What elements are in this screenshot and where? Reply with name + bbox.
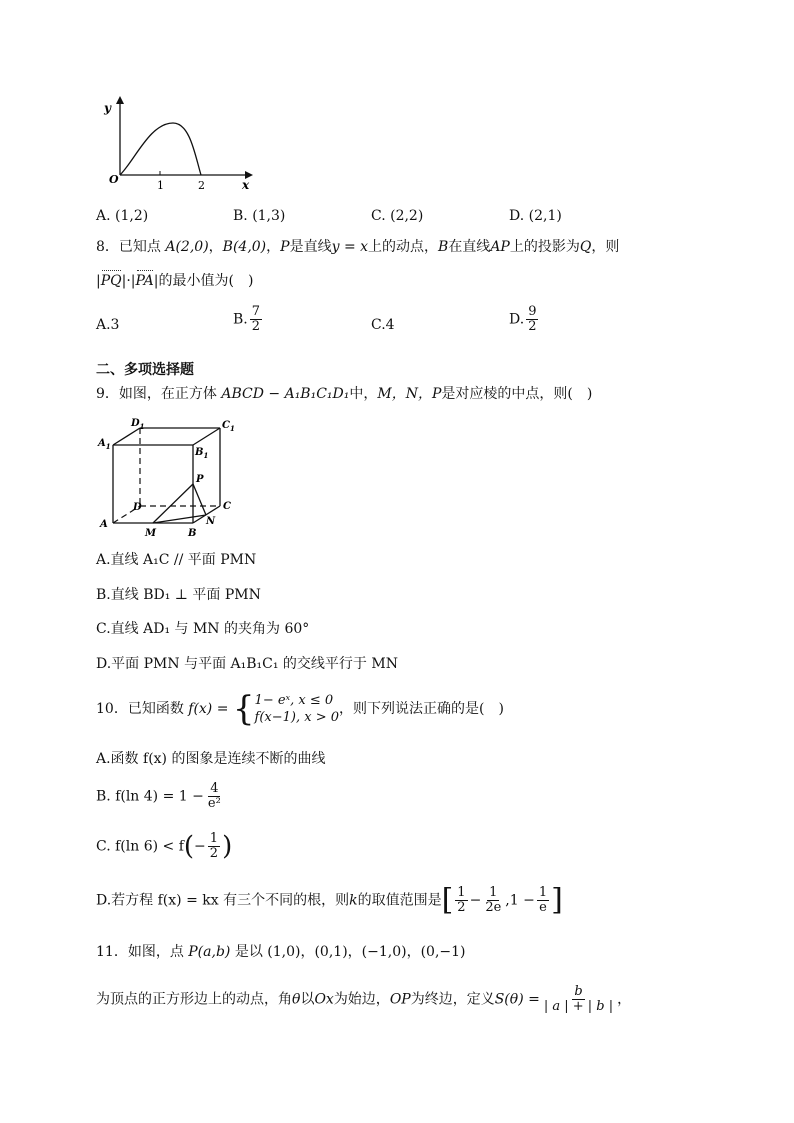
q8-stem-line2: |PQ|·|PA|的最小值为( ) <box>96 273 254 289</box>
q9-option-d[interactable]: D.平面 PMN 与平面 A₁B₁C₁ 的交线平行于 MN <box>96 656 398 672</box>
q7-option-c[interactable]: C. (2,2) <box>371 208 424 224</box>
tick-1-label: 1 <box>157 179 164 192</box>
q9-cube-figure <box>95 415 245 540</box>
q8-option-a[interactable]: A.3 <box>96 317 120 333</box>
q10-option-b[interactable]: B. f(ln 4) = 1 − $\frac{4}{\text{e²}}$ <box>96 781 221 811</box>
q10-option-c[interactable]: C. f(ln 6) < f(− $\frac{1}{2}$ ) <box>96 831 233 862</box>
label-c: C <box>223 501 231 512</box>
x-label: x <box>242 178 250 192</box>
label-b: B <box>188 528 197 539</box>
function-curve <box>120 123 201 175</box>
label-c1: $C_1$ <box>222 420 235 433</box>
label-p: P <box>196 474 204 485</box>
y-axis-arrow-icon <box>116 96 124 104</box>
q9-stem: 9．如图，在正方体 ABCD − A₁B₁C₁D₁中，M，N，P是对应棱的中点，则( ) <box>96 386 593 402</box>
origin-label: O <box>109 173 119 186</box>
q9-option-b[interactable]: B.直线 BD₁ ⊥ 平面 PMN <box>96 587 261 603</box>
q10-option-a[interactable]: A.函数 f(x) 的图象是连续不断的曲线 <box>96 751 326 767</box>
q11-stem-line2: 为顶点的正方形边上的动点，角θ以Ox为始边，OP为终边，定义S(θ) = $\frac{b}{| a | + | b |}$ ， <box>96 984 632 1014</box>
q10-case-2: f(x−1), x > 0 <box>254 710 340 725</box>
vector-pq: PQ <box>100 273 122 289</box>
label-d: D <box>133 502 142 513</box>
section-title: 二、多项选择题 <box>96 362 194 378</box>
q7-graph <box>95 95 255 195</box>
tick-2-label: 2 <box>198 179 205 192</box>
q9-option-c[interactable]: C.直线 AD₁ 与 MN 的夹角为 60° <box>96 621 310 637</box>
q8-option-d[interactable]: D. $\frac{9}{2}$ <box>509 304 537 334</box>
y-label: y <box>104 101 111 115</box>
q10-option-d[interactable]: D.若方程 f(x) = kx 有三个不同的根，则k的取值范围是[ $\frac{1}{2}$ − $\frac{1}{2e}$ ,1 − $\frac{1}{e}$ ] <box>96 882 563 918</box>
q8-option-b[interactable]: B. $\frac{7}{2}$ <box>233 304 261 334</box>
q8-option-c[interactable]: C.4 <box>371 317 395 333</box>
label-d1: $D_1$ <box>131 418 145 431</box>
q7-option-d[interactable]: D. (2,1) <box>509 208 562 224</box>
q7-option-a[interactable]: A. (1,2) <box>96 208 149 224</box>
label-a: A <box>100 519 108 530</box>
label-m: M <box>145 528 157 539</box>
vector-pa: PA <box>135 273 154 289</box>
q11-stem-line1: 11．如图，点 P(a,b) 是以 (1,0)，(0,1)，(−1,0)，(0,−1) <box>96 944 466 960</box>
label-n: N <box>206 516 216 527</box>
q8-stem-line1: 8．已知点 A(2,0)，B(4,0)，P是直线y = x上的动点，B在直线AP上的投影为Q，则 <box>96 239 620 255</box>
q9-option-a[interactable]: A.直线 A₁C // 平面 PMN <box>96 552 257 568</box>
label-b1: $B_1$ <box>195 447 209 460</box>
q10-stem: 10．已知函数 f(x) = { 1− eˣ, x ≤ 0 f(x−1), x > 0 ，则下列说法正确的是( ) <box>96 689 504 729</box>
q10-case-1: 1− eˣ, x ≤ 0 <box>254 693 334 708</box>
label-a1: $A_1$ <box>98 438 111 451</box>
q7-option-b[interactable]: B. (1,3) <box>233 208 286 224</box>
